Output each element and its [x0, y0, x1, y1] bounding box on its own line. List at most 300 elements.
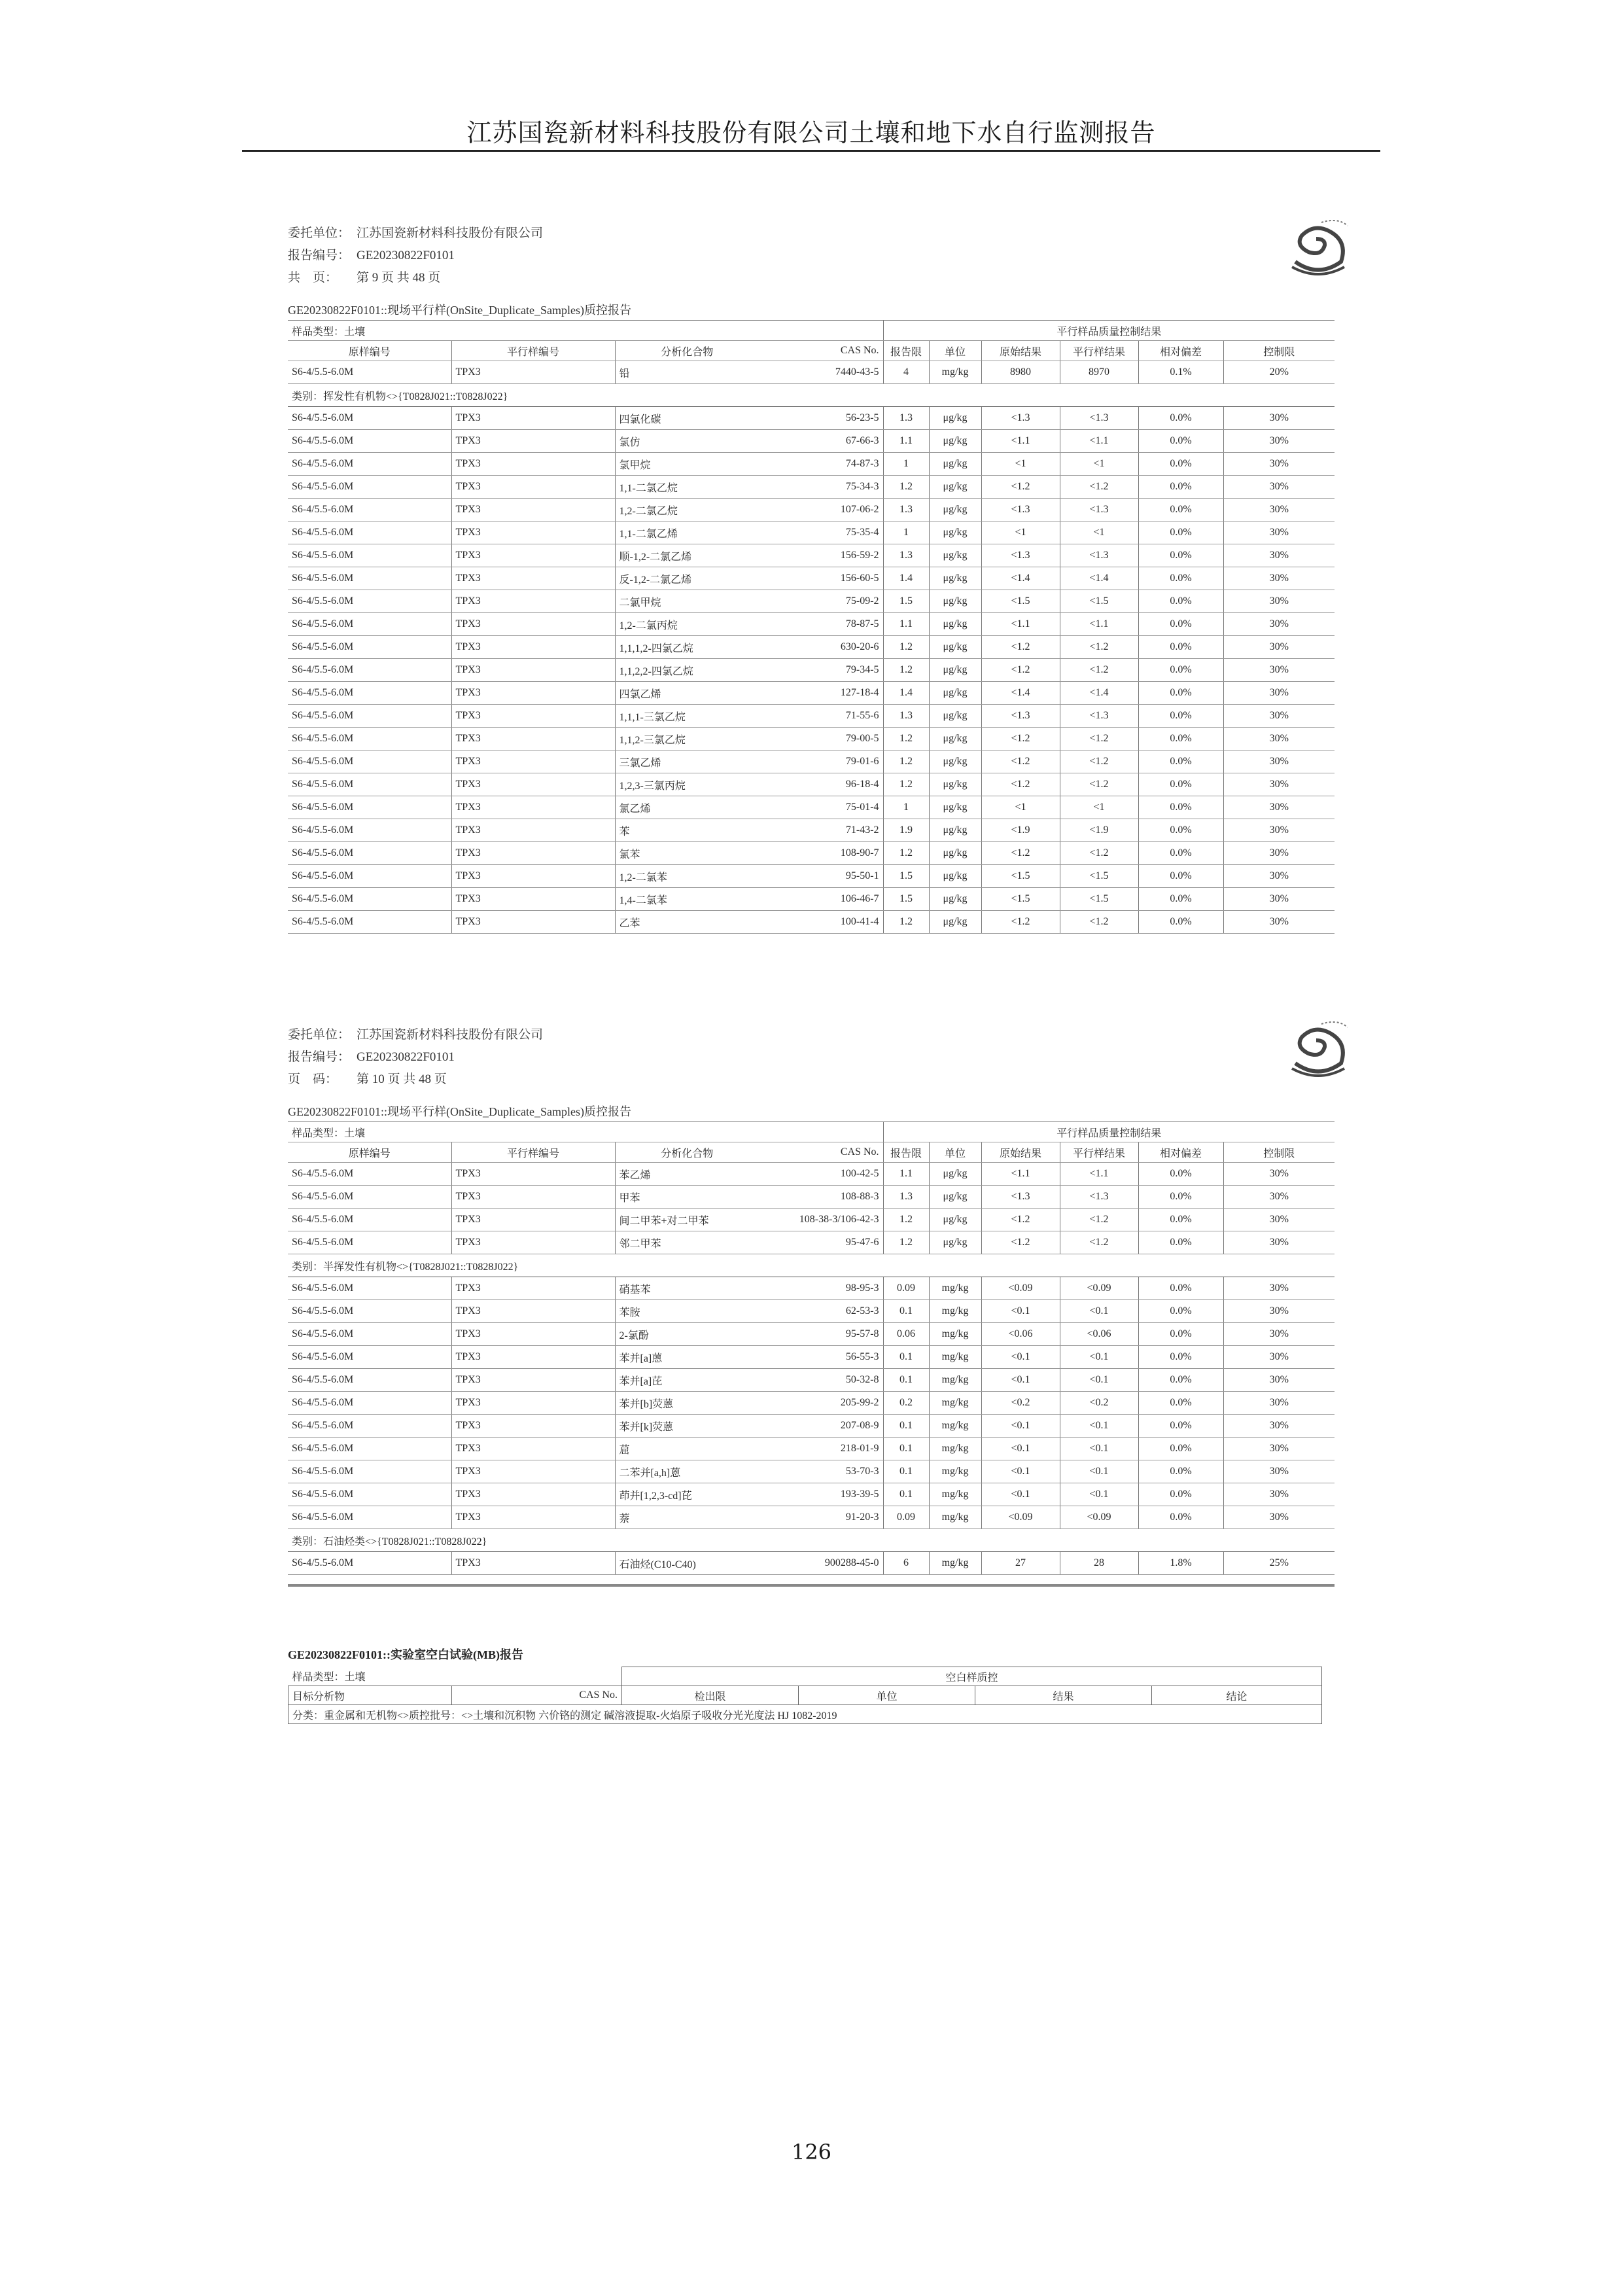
- cell-cas-no: 156-59-2: [759, 544, 883, 567]
- cell-analyte: 顺-1,2-二氯乙烯: [615, 544, 759, 567]
- cell-original-sample-id: S6-4/5.5-6.0M: [288, 430, 451, 453]
- cell-unit: μg/kg: [929, 728, 981, 751]
- cell-unit: μg/kg: [929, 911, 981, 934]
- cell-original-result: <1.2: [981, 1231, 1060, 1254]
- mb-col-conclusion: 结论: [1152, 1686, 1322, 1705]
- table-row: [288, 888, 1335, 911]
- cell-control-limit: 30%: [1223, 590, 1335, 613]
- cell-original-result: <0.1: [981, 1300, 1060, 1323]
- cell-report-limit: 1.5: [883, 590, 929, 613]
- cell-unit: mg/kg: [929, 1277, 981, 1300]
- cell-analyte: 反-1,2-二氯乙烯: [615, 567, 759, 590]
- cell-relative-deviation: 0.0%: [1138, 751, 1223, 773]
- table-row: [288, 1506, 1335, 1529]
- qc-section-1: [288, 222, 1335, 934]
- cell-unit: μg/kg: [929, 659, 981, 682]
- report-no-value: GE20230822F0101: [357, 1050, 455, 1064]
- cell-duplicate-sample-id: TPX3: [451, 865, 615, 888]
- cell-duplicate-result: <1.2: [1060, 751, 1138, 773]
- cell-duplicate-result: <1.2: [1060, 659, 1138, 682]
- client-label: 委托单位：: [288, 1028, 351, 1042]
- cell-unit: μg/kg: [929, 1186, 981, 1209]
- col-header-report-limit: 报告限: [883, 1142, 929, 1163]
- cell-cas-no: 108-90-7: [759, 842, 883, 865]
- cell-duplicate-sample-id: TPX3: [451, 659, 615, 682]
- cell-report-limit: 1.1: [883, 430, 929, 453]
- cell-report-limit: 1.3: [883, 544, 929, 567]
- cell-duplicate-result: <0.1: [1060, 1438, 1138, 1460]
- cell-duplicate-result: <1: [1060, 521, 1138, 544]
- cell-control-limit: 30%: [1223, 1346, 1335, 1369]
- category-row: [288, 1529, 1335, 1552]
- cell-duplicate-sample-id: TPX3: [451, 1460, 615, 1483]
- cell-duplicate-result: <0.1: [1060, 1369, 1138, 1392]
- cell-unit: μg/kg: [929, 1231, 981, 1254]
- cell-original-result: <1.4: [981, 682, 1060, 705]
- cell-duplicate-result: <1: [1060, 796, 1138, 819]
- cell-analyte: 1,1,1-三氯乙烷: [615, 705, 759, 728]
- cell-control-limit: 30%: [1223, 1506, 1335, 1529]
- cell-duplicate-sample-id: TPX3: [451, 842, 615, 865]
- cell-analyte: 氯苯: [615, 842, 759, 865]
- cell-cas-no: 205-99-2: [759, 1392, 883, 1415]
- cell-cas-no: 900288-45-0: [759, 1552, 883, 1575]
- cell-original-sample-id: S6-4/5.5-6.0M: [288, 1323, 451, 1346]
- cell-relative-deviation: 0.1%: [1138, 361, 1223, 384]
- table-row: [288, 842, 1335, 865]
- cell-cas-no: 71-55-6: [759, 705, 883, 728]
- cell-cas-no: 79-34-5: [759, 659, 883, 682]
- table-row: [288, 1323, 1335, 1346]
- cell-unit: μg/kg: [929, 590, 981, 613]
- cell-unit: mg/kg: [929, 1369, 981, 1392]
- cell-cas-no: 207-08-9: [759, 1415, 883, 1438]
- table-row: [288, 659, 1335, 682]
- cell-report-limit: 1.2: [883, 773, 929, 796]
- cell-relative-deviation: 0.0%: [1138, 842, 1223, 865]
- cell-original-result: <1.1: [981, 1163, 1060, 1186]
- cell-analyte: 䓛: [615, 1438, 759, 1460]
- cell-original-sample-id: S6-4/5.5-6.0M: [288, 751, 451, 773]
- cell-analyte: 硝基苯: [615, 1277, 759, 1300]
- col-header-original-result: 原始结果: [981, 341, 1060, 361]
- cell-original-sample-id: S6-4/5.5-6.0M: [288, 521, 451, 544]
- cell-duplicate-sample-id: TPX3: [451, 1323, 615, 1346]
- cell-relative-deviation: 0.0%: [1138, 453, 1223, 476]
- cell-original-result: <1.5: [981, 865, 1060, 888]
- cell-cas-no: 78-87-5: [759, 613, 883, 636]
- cell-cas-no: 74-87-3: [759, 453, 883, 476]
- table-row: [288, 1415, 1335, 1438]
- category-row: [288, 1254, 1335, 1277]
- cell-relative-deviation: 0.0%: [1138, 1346, 1223, 1369]
- cell-relative-deviation: 0.0%: [1138, 911, 1223, 934]
- cell-unit: μg/kg: [929, 751, 981, 773]
- col-header-duplicate-result: 平行样结果: [1060, 341, 1138, 361]
- cell-unit: mg/kg: [929, 1506, 981, 1529]
- table-row: [288, 1186, 1335, 1209]
- mb-section: [288, 1646, 1335, 1724]
- cell-original-sample-id: S6-4/5.5-6.0M: [288, 361, 451, 384]
- cell-relative-deviation: 0.0%: [1138, 1231, 1223, 1254]
- col-header-duplicate-sample-id: 平行样编号: [451, 1142, 615, 1163]
- cell-cas-no: 218-01-9: [759, 1438, 883, 1460]
- cell-control-limit: 30%: [1223, 819, 1335, 842]
- cell-original-result: <0.1: [981, 1460, 1060, 1483]
- cell-unit: mg/kg: [929, 1438, 981, 1460]
- cell-relative-deviation: 0.0%: [1138, 1277, 1223, 1300]
- cell-analyte: 1,1,2,2-四氯乙烷: [615, 659, 759, 682]
- cell-duplicate-result: <1.4: [1060, 682, 1138, 705]
- cell-original-sample-id: S6-4/5.5-6.0M: [288, 842, 451, 865]
- cell-cas-no: 156-60-5: [759, 567, 883, 590]
- table-row: [288, 361, 1335, 384]
- cell-control-limit: 30%: [1223, 1186, 1335, 1209]
- cell-unit: mg/kg: [929, 1346, 981, 1369]
- col-header-cas-no: CAS No.: [759, 1142, 883, 1163]
- cell-duplicate-sample-id: TPX3: [451, 567, 615, 590]
- cell-duplicate-sample-id: TPX3: [451, 430, 615, 453]
- cell-duplicate-sample-id: TPX3: [451, 1506, 615, 1529]
- cell-relative-deviation: 0.0%: [1138, 1300, 1223, 1323]
- cell-duplicate-result: <1.3: [1060, 1186, 1138, 1209]
- cell-cas-no: 56-55-3: [759, 1346, 883, 1369]
- page-value: 第 10 页 共 48 页: [357, 1072, 447, 1086]
- category-label: 类别：挥发性有机物<>{T0828J021::T0828J022}: [288, 384, 1335, 407]
- cell-unit: μg/kg: [929, 1163, 981, 1186]
- cell-original-result: <0.2: [981, 1392, 1060, 1415]
- cell-control-limit: 30%: [1223, 499, 1335, 521]
- cell-analyte: 萘: [615, 1506, 759, 1529]
- client-value: 江苏国瓷新材料科技股份有限公司: [357, 226, 544, 240]
- cell-analyte: 二苯并[a,h]蒽: [615, 1460, 759, 1483]
- cell-relative-deviation: 0.0%: [1138, 682, 1223, 705]
- cell-duplicate-result: <1.2: [1060, 476, 1138, 499]
- cell-analyte: 1,2-二氯苯: [615, 865, 759, 888]
- cell-report-limit: 0.09: [883, 1277, 929, 1300]
- cell-original-result: <1.2: [981, 751, 1060, 773]
- cell-report-limit: 1.2: [883, 911, 929, 934]
- cell-analyte: 三氯乙烯: [615, 751, 759, 773]
- cell-cas-no: 53-70-3: [759, 1460, 883, 1483]
- company-logo: [1282, 216, 1354, 281]
- cell-unit: μg/kg: [929, 521, 981, 544]
- cell-report-limit: 1.2: [883, 476, 929, 499]
- cell-analyte: 氯甲烷: [615, 453, 759, 476]
- col-header-original-result: 原始结果: [981, 1142, 1060, 1163]
- cell-control-limit: 30%: [1223, 1209, 1335, 1231]
- table-row: [288, 1438, 1335, 1460]
- cell-duplicate-sample-id: TPX3: [451, 888, 615, 911]
- cell-report-limit: 1.2: [883, 751, 929, 773]
- cell-original-result: <1.1: [981, 430, 1060, 453]
- cell-duplicate-result: <1.2: [1060, 636, 1138, 659]
- mb-col-result: 结果: [975, 1686, 1152, 1705]
- cell-report-limit: 1.4: [883, 567, 929, 590]
- cell-original-result: <0.09: [981, 1277, 1060, 1300]
- cell-cas-no: 75-09-2: [759, 590, 883, 613]
- duplicate-qc-table: [288, 1122, 1335, 1575]
- cell-analyte: 1,2,3-三氯丙烷: [615, 773, 759, 796]
- cell-original-result: <1.2: [981, 773, 1060, 796]
- cell-original-sample-id: S6-4/5.5-6.0M: [288, 1506, 451, 1529]
- qc-group-header: 平行样品质量控制结果: [883, 321, 1335, 341]
- col-header-unit: 单位: [929, 341, 981, 361]
- cell-original-sample-id: S6-4/5.5-6.0M: [288, 911, 451, 934]
- cell-original-sample-id: S6-4/5.5-6.0M: [288, 544, 451, 567]
- cell-control-limit: 30%: [1223, 544, 1335, 567]
- table-row: [288, 1392, 1335, 1415]
- cell-unit: μg/kg: [929, 613, 981, 636]
- report-title: GE20230822F0101::现场平行样(OnSite_Duplicate_Samples)质控报告: [288, 1103, 1335, 1122]
- cell-relative-deviation: 0.0%: [1138, 476, 1223, 499]
- mb-col-analyte: 目标分析物: [288, 1686, 452, 1705]
- cell-duplicate-sample-id: TPX3: [451, 728, 615, 751]
- cell-relative-deviation: 0.0%: [1138, 1438, 1223, 1460]
- cell-relative-deviation: 0.0%: [1138, 1186, 1223, 1209]
- cell-duplicate-sample-id: TPX3: [451, 361, 615, 384]
- cell-report-limit: 0.1: [883, 1415, 929, 1438]
- client-value: 江苏国瓷新材料科技股份有限公司: [357, 1028, 544, 1042]
- cell-original-result: <1.2: [981, 1209, 1060, 1231]
- cell-original-sample-id: S6-4/5.5-6.0M: [288, 705, 451, 728]
- cell-report-limit: 1.2: [883, 1209, 929, 1231]
- cell-analyte: 石油烃(C10-C40): [615, 1552, 759, 1575]
- col-header-duplicate-result: 平行样结果: [1060, 1142, 1138, 1163]
- cell-relative-deviation: 0.0%: [1138, 1415, 1223, 1438]
- column-header-row: [288, 341, 1335, 361]
- cell-duplicate-sample-id: TPX3: [451, 911, 615, 934]
- cell-cas-no: 7440-43-5: [759, 361, 883, 384]
- cell-relative-deviation: 0.0%: [1138, 521, 1223, 544]
- cell-control-limit: 30%: [1223, 1163, 1335, 1186]
- cell-original-result: 27: [981, 1552, 1060, 1575]
- cell-relative-deviation: 0.0%: [1138, 1460, 1223, 1483]
- cell-control-limit: 30%: [1223, 773, 1335, 796]
- cell-control-limit: 30%: [1223, 453, 1335, 476]
- cell-original-result: <0.1: [981, 1483, 1060, 1506]
- cell-control-limit: 30%: [1223, 1231, 1335, 1254]
- cell-duplicate-result: <0.1: [1060, 1346, 1138, 1369]
- cell-analyte: 苯: [615, 819, 759, 842]
- col-header-control-limit: 控制限: [1223, 1142, 1335, 1163]
- cell-analyte: 苯胺: [615, 1300, 759, 1323]
- table-row: [288, 1277, 1335, 1300]
- cell-relative-deviation: 0.0%: [1138, 567, 1223, 590]
- cell-report-limit: 0.1: [883, 1460, 929, 1483]
- cell-analyte: 间二甲苯+对二甲苯: [615, 1209, 759, 1231]
- col-header-unit: 单位: [929, 1142, 981, 1163]
- report-no-label: 报告编号：: [288, 1050, 351, 1064]
- table-row: [288, 1460, 1335, 1483]
- table-row: [288, 705, 1335, 728]
- cell-duplicate-sample-id: TPX3: [451, 705, 615, 728]
- cell-control-limit: 30%: [1223, 1392, 1335, 1415]
- col-header-control-limit: 控制限: [1223, 341, 1335, 361]
- cell-duplicate-result: <1.3: [1060, 705, 1138, 728]
- cell-duplicate-result: <0.06: [1060, 1323, 1138, 1346]
- cell-control-limit: 30%: [1223, 521, 1335, 544]
- cell-control-limit: 30%: [1223, 659, 1335, 682]
- cell-duplicate-result: <1.5: [1060, 888, 1138, 911]
- cell-cas-no: 107-06-2: [759, 499, 883, 521]
- cell-report-limit: 1.1: [883, 1163, 929, 1186]
- table-row: [288, 430, 1335, 453]
- cell-analyte: 铅: [615, 361, 759, 384]
- cell-analyte: 四氯乙烯: [615, 682, 759, 705]
- cell-original-result: <1.3: [981, 544, 1060, 567]
- cell-original-result: <1.9: [981, 819, 1060, 842]
- cell-unit: μg/kg: [929, 567, 981, 590]
- report-no-label: 报告编号：: [288, 249, 351, 262]
- mb-col-unit: 单位: [799, 1686, 975, 1705]
- cell-duplicate-result: <1.2: [1060, 842, 1138, 865]
- cell-relative-deviation: 1.8%: [1138, 1552, 1223, 1575]
- table-row: [288, 1231, 1335, 1254]
- cell-original-sample-id: S6-4/5.5-6.0M: [288, 1369, 451, 1392]
- cell-duplicate-result: <1.1: [1060, 1163, 1138, 1186]
- cell-control-limit: 30%: [1223, 1300, 1335, 1323]
- cell-cas-no: 67-66-3: [759, 430, 883, 453]
- cell-analyte: 1,1,2-三氯乙烷: [615, 728, 759, 751]
- cell-duplicate-sample-id: TPX3: [451, 521, 615, 544]
- cell-original-result: <1.2: [981, 842, 1060, 865]
- cell-duplicate-result: <1.1: [1060, 613, 1138, 636]
- cell-original-sample-id: S6-4/5.5-6.0M: [288, 1209, 451, 1231]
- cell-report-limit: 4: [883, 361, 929, 384]
- cell-unit: μg/kg: [929, 636, 981, 659]
- cell-original-sample-id: S6-4/5.5-6.0M: [288, 1438, 451, 1460]
- cell-cas-no: 100-42-5: [759, 1163, 883, 1186]
- cell-control-limit: 30%: [1223, 796, 1335, 819]
- cell-report-limit: 1.3: [883, 499, 929, 521]
- mb-category: 分类：重金属和无机物<>质控批号：<>土壤和沉积物 六价铬的测定 碱溶液提取-火焰原子吸收分光光度法 HJ 1082-2019: [288, 1705, 1322, 1724]
- cell-original-sample-id: S6-4/5.5-6.0M: [288, 1300, 451, 1323]
- cell-original-result: <1: [981, 521, 1060, 544]
- cell-duplicate-result: <1.3: [1060, 407, 1138, 430]
- cell-cas-no: 75-35-4: [759, 521, 883, 544]
- cell-original-sample-id: S6-4/5.5-6.0M: [288, 796, 451, 819]
- cell-original-sample-id: S6-4/5.5-6.0M: [288, 1552, 451, 1575]
- cell-cas-no: 91-20-3: [759, 1506, 883, 1529]
- cell-analyte: 1,2-二氯丙烷: [615, 613, 759, 636]
- cell-relative-deviation: 0.0%: [1138, 1369, 1223, 1392]
- cell-relative-deviation: 0.0%: [1138, 705, 1223, 728]
- cell-control-limit: 20%: [1223, 361, 1335, 384]
- cell-analyte: 乙苯: [615, 911, 759, 934]
- cell-unit: μg/kg: [929, 544, 981, 567]
- table-row: [288, 773, 1335, 796]
- cell-duplicate-sample-id: TPX3: [451, 1346, 615, 1369]
- cell-control-limit: 30%: [1223, 613, 1335, 636]
- mb-col-limit: 检出限: [622, 1686, 799, 1705]
- cell-control-limit: 30%: [1223, 1323, 1335, 1346]
- cell-duplicate-sample-id: TPX3: [451, 1392, 615, 1415]
- cell-original-sample-id: S6-4/5.5-6.0M: [288, 865, 451, 888]
- cell-cas-no: 108-38-3/106-42-3: [759, 1209, 883, 1231]
- cell-control-limit: 30%: [1223, 1277, 1335, 1300]
- cell-original-sample-id: S6-4/5.5-6.0M: [288, 1346, 451, 1369]
- cell-control-limit: 30%: [1223, 865, 1335, 888]
- cell-report-limit: 6: [883, 1552, 929, 1575]
- cell-control-limit: 30%: [1223, 705, 1335, 728]
- cell-cas-no: 193-39-5: [759, 1483, 883, 1506]
- cell-relative-deviation: 0.0%: [1138, 1506, 1223, 1529]
- cell-control-limit: 30%: [1223, 682, 1335, 705]
- cell-cas-no: 106-46-7: [759, 888, 883, 911]
- mb-title: GE20230822F0101::实验室空白试验(MB)报告: [288, 1648, 523, 1661]
- cell-control-limit: 30%: [1223, 476, 1335, 499]
- cell-cas-no: 75-01-4: [759, 796, 883, 819]
- table-row: [288, 544, 1335, 567]
- cell-duplicate-sample-id: TPX3: [451, 1231, 615, 1254]
- table-row: [288, 1552, 1335, 1575]
- table-row: [288, 1163, 1335, 1186]
- cell-analyte: 茚并[1,2,3-cd]芘: [615, 1483, 759, 1506]
- mb-sample-type: 样品类型：土壤: [288, 1667, 622, 1686]
- header-rule: [242, 150, 1380, 152]
- cell-duplicate-sample-id: TPX3: [451, 1552, 615, 1575]
- cell-duplicate-sample-id: TPX3: [451, 613, 615, 636]
- cell-report-limit: 1.2: [883, 1231, 929, 1254]
- qc-section-2: [288, 1024, 1335, 1587]
- col-header-original-sample-id: 原样编号: [288, 341, 451, 361]
- cell-analyte: 1,1-二氯乙烯: [615, 521, 759, 544]
- table-row: [288, 613, 1335, 636]
- cell-original-result: <1: [981, 453, 1060, 476]
- cell-cas-no: 96-18-4: [759, 773, 883, 796]
- cell-control-limit: 30%: [1223, 888, 1335, 911]
- cell-cas-no: 79-00-5: [759, 728, 883, 751]
- cell-duplicate-sample-id: TPX3: [451, 1415, 615, 1438]
- cell-report-limit: 1.5: [883, 888, 929, 911]
- cell-duplicate-result: <1.5: [1060, 865, 1138, 888]
- cell-original-sample-id: S6-4/5.5-6.0M: [288, 407, 451, 430]
- category-label: 类别：石油烃类<>{T0828J021::T0828J022}: [288, 1529, 1335, 1552]
- cell-cas-no: 95-57-8: [759, 1323, 883, 1346]
- cell-duplicate-result: <0.1: [1060, 1460, 1138, 1483]
- cell-unit: mg/kg: [929, 1323, 981, 1346]
- cell-original-result: <0.1: [981, 1415, 1060, 1438]
- cell-duplicate-sample-id: TPX3: [451, 1300, 615, 1323]
- cell-cas-no: 56-23-5: [759, 407, 883, 430]
- cell-control-limit: 30%: [1223, 728, 1335, 751]
- cell-original-sample-id: S6-4/5.5-6.0M: [288, 613, 451, 636]
- cell-analyte: 苯并[a]蒽: [615, 1346, 759, 1369]
- cell-duplicate-sample-id: TPX3: [451, 590, 615, 613]
- cell-duplicate-sample-id: TPX3: [451, 773, 615, 796]
- cell-unit: μg/kg: [929, 773, 981, 796]
- cell-original-result: <1.2: [981, 476, 1060, 499]
- sample-type: 样品类型：土壤: [288, 321, 759, 341]
- cell-unit: μg/kg: [929, 842, 981, 865]
- cell-report-limit: 1: [883, 453, 929, 476]
- cell-duplicate-sample-id: TPX3: [451, 476, 615, 499]
- cell-analyte: 1,4-二氯苯: [615, 888, 759, 911]
- cell-report-limit: 1.2: [883, 842, 929, 865]
- cell-duplicate-result: <1.2: [1060, 911, 1138, 934]
- cell-report-limit: 1.2: [883, 659, 929, 682]
- cell-duplicate-sample-id: TPX3: [451, 1277, 615, 1300]
- cell-original-sample-id: S6-4/5.5-6.0M: [288, 659, 451, 682]
- cell-report-limit: 0.1: [883, 1369, 929, 1392]
- cell-relative-deviation: 0.0%: [1138, 796, 1223, 819]
- sample-type: 样品类型：土壤: [288, 1122, 759, 1142]
- table-row: [288, 819, 1335, 842]
- cell-duplicate-result: <1.2: [1060, 728, 1138, 751]
- col-header-analyte: 分析化合物: [615, 1142, 759, 1163]
- cell-cas-no: 62-53-3: [759, 1300, 883, 1323]
